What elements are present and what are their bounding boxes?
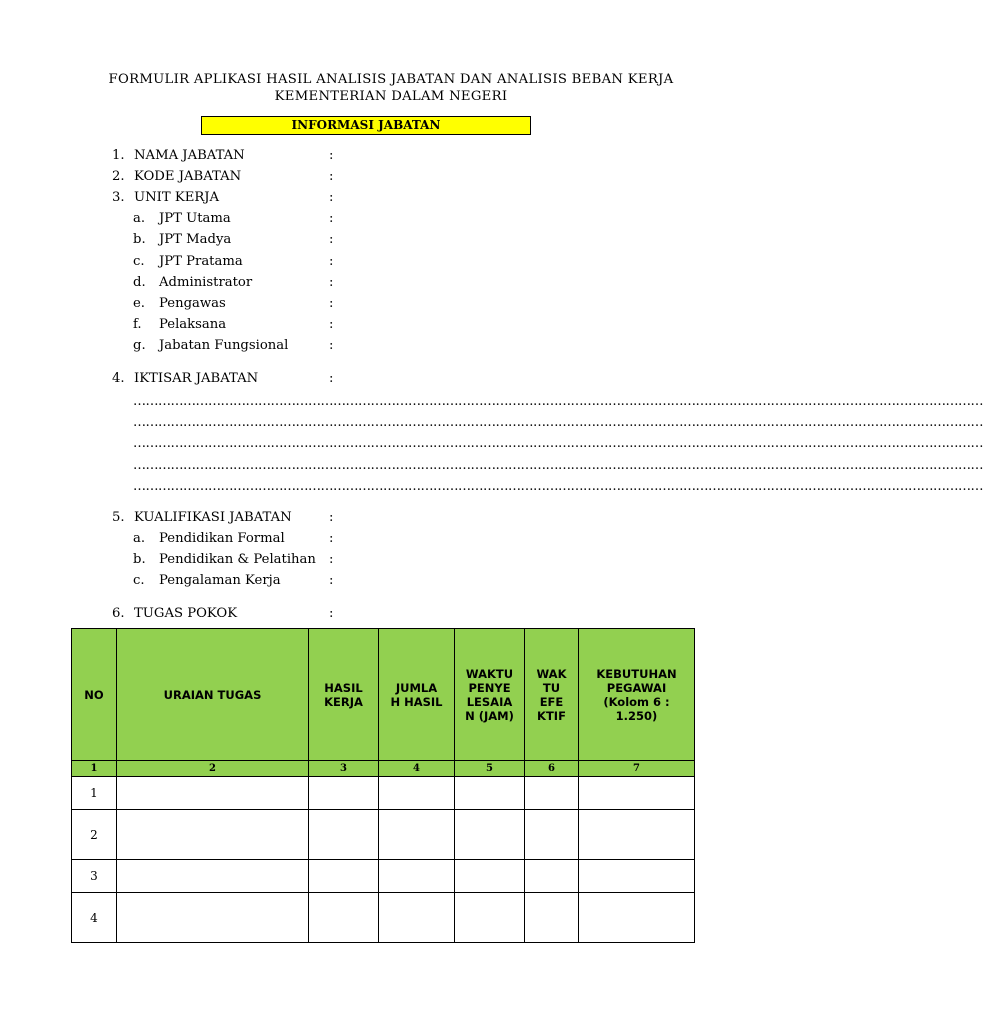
field-colon: :	[329, 371, 334, 386]
sub-field-pengawas	[112, 295, 712, 313]
cell-uraian-tugas[interactable]	[117, 893, 309, 943]
field-colon: :	[329, 338, 334, 353]
cell-kebutuhan-pegawai[interactable]	[579, 777, 695, 810]
sub-field-label: Administrator	[159, 275, 253, 290]
header-kebutuhan-pegawai	[579, 629, 695, 761]
sub-field-jpt-utama	[112, 210, 712, 228]
field-number: 5.	[112, 510, 125, 525]
table-row	[72, 777, 695, 810]
header-line: HASIL	[324, 680, 363, 695]
form-title-line1: FORMULIR APLIKASI HASIL ANALISIS JABATAN DAN ANALISIS BEBAN KERJA	[108, 72, 674, 87]
cell-waktu-efektif[interactable]	[525, 777, 579, 810]
field-label: KUALIFIKASI JABATAN	[134, 510, 292, 525]
sub-field-letter: b.	[133, 232, 146, 247]
column-index: 3	[309, 761, 379, 777]
column-index: 6	[525, 761, 579, 777]
header-line: JUMLA	[395, 680, 438, 695]
field-colon: :	[329, 254, 334, 269]
field-number: 1.	[112, 148, 125, 163]
field-number: 2.	[112, 169, 125, 184]
form-title-line2: KEMENTERIAN DALAM NEGERI	[274, 89, 508, 104]
header-hasil-kerja	[309, 629, 379, 761]
header-line: PENYE	[468, 680, 511, 695]
header-line: LESAIA	[466, 694, 513, 709]
header-line: WAKTU	[465, 666, 514, 681]
cell-hasil-kerja[interactable]	[309, 893, 379, 943]
cell-kebutuhan-pegawai[interactable]	[579, 810, 695, 860]
field-iktisar-jabatan	[112, 370, 712, 388]
header-line: H HASIL	[390, 694, 443, 709]
sub-field-letter: e.	[133, 296, 145, 311]
header-line: TU	[542, 680, 561, 695]
field-colon: :	[329, 148, 334, 163]
header-line: (Kolom 6 :	[603, 694, 670, 709]
field-unit-kerja	[112, 189, 712, 207]
field-colon: :	[329, 169, 334, 184]
field-colon: :	[329, 211, 334, 226]
cell-waktu-penyelesaian[interactable]	[455, 860, 525, 893]
sub-field-label: Pengalaman Kerja	[159, 573, 281, 588]
field-kode-jabatan	[112, 168, 712, 186]
header-line: WAK	[536, 666, 567, 681]
cell-kebutuhan-pegawai[interactable]	[579, 860, 695, 893]
sub-field-jabatan-fungsional	[112, 337, 712, 355]
header-line: 1.250)	[615, 708, 658, 723]
dotted-line: ……………………………………………………………………………………………………………………………………………………………………………………	[133, 436, 983, 451]
cell-waktu-efektif[interactable]	[525, 893, 579, 943]
row-number: 3	[72, 860, 117, 893]
field-nama-jabatan	[112, 147, 712, 165]
sub-field-label: Pendidikan & Pelatihan	[159, 552, 316, 567]
sub-field-label: JPT Pratama	[159, 254, 243, 269]
field-label: KODE JABATAN	[134, 169, 242, 184]
column-index: 7	[579, 761, 695, 777]
cell-uraian-tugas[interactable]	[117, 810, 309, 860]
sub-field-letter: a.	[133, 211, 146, 226]
header-line: NO	[84, 687, 104, 702]
sub-field-letter: c.	[133, 254, 145, 269]
field-label: NAMA JABATAN	[134, 148, 245, 163]
sub-field-letter: a.	[133, 531, 146, 546]
tugas-pokok-table	[71, 628, 695, 943]
sub-field-pengalaman-kerja	[112, 572, 712, 590]
sub-field-jpt-madya	[112, 231, 712, 249]
field-number: 3.	[112, 190, 125, 205]
sub-field-letter: g.	[133, 338, 146, 353]
sub-field-label: Jabatan Fungsional	[159, 338, 289, 353]
sub-field-label: Pendidikan Formal	[159, 531, 285, 546]
field-colon: :	[329, 275, 334, 290]
cell-waktu-efektif[interactable]	[525, 810, 579, 860]
cell-kebutuhan-pegawai[interactable]	[579, 893, 695, 943]
cell-hasil-kerja[interactable]	[309, 777, 379, 810]
cell-uraian-tugas[interactable]	[117, 777, 309, 810]
field-label: UNIT KERJA	[134, 190, 220, 205]
dotted-line: ……………………………………………………………………………………………………………………………………………………………………………………	[133, 415, 983, 430]
field-colon: :	[329, 573, 334, 588]
header-line: N (JAM)	[465, 708, 514, 723]
dotted-line: ……………………………………………………………………………………………………………………………………………………………………………………	[133, 458, 983, 473]
field-colon: :	[329, 232, 334, 247]
cell-hasil-kerja[interactable]	[309, 860, 379, 893]
field-colon: :	[329, 317, 334, 332]
cell-jumlah-hasil[interactable]	[379, 777, 455, 810]
field-colon: :	[329, 296, 334, 311]
header-line: EFE	[539, 694, 564, 709]
field-number: 6.	[112, 606, 125, 621]
field-number: 4.	[112, 371, 125, 386]
row-number: 4	[72, 893, 117, 943]
header-line: PEGAWAI	[606, 680, 667, 695]
dotted-line: ……………………………………………………………………………………………………………………………………………………………………………………	[133, 479, 983, 494]
header-waktu-efektif	[525, 629, 579, 761]
column-index: 1	[72, 761, 117, 777]
column-index: 4	[379, 761, 455, 777]
field-tugas-pokok	[112, 605, 712, 623]
header-uraian-tugas	[117, 629, 309, 761]
sub-field-label: JPT Utama	[159, 211, 231, 226]
sub-field-label: JPT Madya	[159, 232, 232, 247]
sub-field-pendidikan-formal	[112, 530, 712, 548]
sub-field-letter: d.	[133, 275, 146, 290]
sub-field-letter: b.	[133, 552, 146, 567]
field-colon: :	[329, 190, 334, 205]
sub-field-jpt-pratama	[112, 253, 712, 271]
field-colon: :	[329, 552, 334, 567]
field-label: TUGAS POKOK	[134, 606, 238, 621]
header-waktu-penyelesaian	[455, 629, 525, 761]
cell-jumlah-hasil[interactable]	[379, 810, 455, 860]
table-row	[72, 810, 695, 860]
header-line: KEBUTUHAN	[596, 666, 677, 681]
row-number: 2	[72, 810, 117, 860]
column-index: 5	[455, 761, 525, 777]
sub-field-pendidikan-pelatihan	[112, 551, 712, 569]
table-row	[72, 893, 695, 943]
header-no	[72, 629, 117, 761]
section-header-informasi-jabatan: INFORMASI JABATAN	[201, 116, 531, 135]
sub-field-letter: c.	[133, 573, 145, 588]
sub-field-label: Pengawas	[159, 296, 226, 311]
row-number: 1	[72, 777, 117, 810]
cell-jumlah-hasil[interactable]	[379, 860, 455, 893]
cell-waktu-penyelesaian[interactable]	[455, 777, 525, 810]
column-index: 2	[117, 761, 309, 777]
cell-waktu-efektif[interactable]	[525, 860, 579, 893]
table-row	[72, 860, 695, 893]
dotted-line: ……………………………………………………………………………………………………………………………………………………………………………………	[133, 394, 983, 409]
field-colon: :	[329, 531, 334, 546]
cell-jumlah-hasil[interactable]	[379, 893, 455, 943]
cell-waktu-penyelesaian[interactable]	[455, 893, 525, 943]
header-jumlah-hasil	[379, 629, 455, 761]
header-line: URAIAN TUGAS	[163, 687, 262, 702]
sub-field-label: Pelaksana	[159, 317, 227, 332]
cell-uraian-tugas[interactable]	[117, 860, 309, 893]
field-kualifikasi-jabatan	[112, 509, 712, 527]
field-label: IKTISAR JABATAN	[134, 371, 259, 386]
sub-field-pelaksana	[112, 316, 712, 334]
sub-field-letter: f.	[133, 317, 142, 332]
field-colon: :	[329, 606, 334, 621]
cell-hasil-kerja[interactable]	[309, 810, 379, 860]
header-line: KTIF	[537, 708, 566, 723]
cell-waktu-penyelesaian[interactable]	[455, 810, 525, 860]
field-colon: :	[329, 510, 334, 525]
header-line: KERJA	[324, 694, 363, 709]
sub-field-administrator	[112, 274, 712, 292]
form-title	[0, 71, 782, 105]
